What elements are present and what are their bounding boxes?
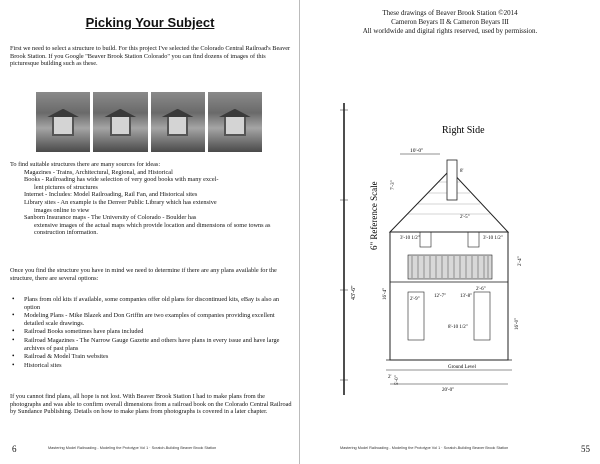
view-label: Right Side [442, 125, 485, 136]
station-photo-2 [93, 92, 147, 152]
list-item: • Plans from old kits if available, some companies offer old plans for discontinued kits, eBay is also an option [10, 296, 292, 311]
dim-top: 10'-0" [410, 148, 424, 154]
station-elevation-drawing [300, 0, 600, 464]
source-label: Books - Railroading has wide selection of very good books with many excel- [24, 176, 219, 184]
closing-paragraph: If you cannot find plans, all hope is not lost. With Beaver Brook Station I had to make plans from the photographs and was able to confirm overall dimensions from a railroad book on the Colorado Central Railroad by Sundance Publishing. Details on how to make plans from photographs is covered in a later chapter. [10, 393, 292, 416]
dim-chimney-small: 2'-5" [460, 215, 470, 220]
source-detail: lent pictures of structures [34, 183, 98, 191]
station-photo-3 [151, 92, 205, 152]
credit-line: All worldwide and digital rights reserved, used by permission. [362, 27, 538, 35]
plan-options-list [10, 296, 292, 370]
source-item [10, 169, 292, 177]
plans-intro-paragraph: Once you find the structure you have in mind we need to determine if there are any plans available for the structure, there are several options: [10, 267, 277, 282]
source-item [10, 199, 292, 214]
list-item: • Modeling Plans - Mike Blazek and Don Griffin are two examples of companies providing excellent detailed scale drawings. [10, 312, 292, 327]
dim-right-lower: 16'-0" [515, 317, 520, 330]
footer-left: Mastering Model Railroading - Modeling the Prototype Vol 1 · Scratch-Building Beaver Brook Station [48, 446, 217, 450]
credit-line: These drawings of Beaver Brook Station ©2014 [382, 9, 518, 17]
ground-level-label: Ground Level [448, 365, 476, 370]
station-photo-4 [208, 92, 262, 152]
page-number-right: 55 [581, 444, 590, 454]
station-photo-1 [36, 92, 90, 152]
right-page [300, 0, 600, 464]
station-photos [36, 92, 262, 152]
dim-bottom-width: 20'-0" [442, 388, 455, 393]
source-label: Sanborn Insurance maps - The University of Colorado - Boulder has [24, 214, 197, 222]
dim-door-height: 8'-10 1/2" [448, 325, 468, 330]
sources-intro: To find suitable structures there are many sources for ideas: [10, 161, 161, 168]
page-number-left: 6 [12, 444, 17, 454]
door-right [474, 292, 490, 340]
source-item [10, 214, 292, 237]
dim-door-left: 2'-9" [410, 297, 420, 302]
list-item: • Railroad Books sometimes have plans included [10, 328, 292, 336]
dim-right-upper: 2'-4" [518, 256, 523, 266]
source-label: Internet - Includes: Model Railroading, Rail Fan, and Historical sites [24, 191, 198, 199]
page-title: Picking Your Subject [85, 15, 215, 30]
reference-scale-label: 6" Reference Scale [369, 181, 379, 250]
source-item [10, 191, 292, 199]
list-item: • Railroad Magazines - The Narrow Gauge Gazette and others have plans in every issue and have large archives of past plans [10, 337, 292, 352]
source-label: Library sites - An example is the Denver Public Library which has extensive [24, 198, 217, 206]
list-item: • Railroad & Model Train websites [10, 353, 292, 361]
dim-wall-left: 16'-4" [383, 287, 388, 300]
list-item: • Historical sites [10, 362, 292, 370]
dim-window-left: 3'-10 1/2" [400, 236, 420, 241]
chimney [447, 160, 457, 200]
upper-window-right [468, 232, 479, 247]
dim-eave-left: 7'-3" [391, 180, 396, 190]
upper-window-left [420, 232, 431, 247]
source-detail: extensive images of the actual maps which provide location and dimensions of some towns as construction information. [34, 221, 271, 237]
source-label: Magazines - Trains, Architectural, Regional, and Historical [24, 168, 173, 176]
dim-mid-left: 12'-7" [434, 294, 447, 299]
sources-section [10, 161, 292, 237]
dim-door-right: 2'-6" [476, 287, 486, 292]
dim-window-right: 3'-10 1/2" [483, 236, 503, 241]
source-item [10, 176, 292, 191]
footer-right: Mastering Model Railroading - Modeling the Prototype Vol 1 · Scratch-Building Beaver Brook Station [340, 446, 509, 450]
credit-line: Cameron Beyars II & Cameron Beyars III [391, 18, 509, 26]
dim-bottom-left: 2' [388, 375, 392, 380]
dim-chimney: 8' [460, 169, 464, 174]
dim-overall-height: 43'-6" [351, 285, 357, 300]
source-detail: images online to view [34, 206, 90, 214]
dim-mid-right: 13'-8" [460, 294, 473, 299]
intro-paragraph: First we need to select a structure to build. For this project I've selected the Colorado Central Railroad's Beaver Brook Station. If you Google "Beaver Brook Station Colorado" you can find dozens of images of this picturesque building such as these. [10, 45, 291, 68]
dim-foundation: 5'-0" [395, 375, 400, 385]
awning [408, 255, 492, 279]
